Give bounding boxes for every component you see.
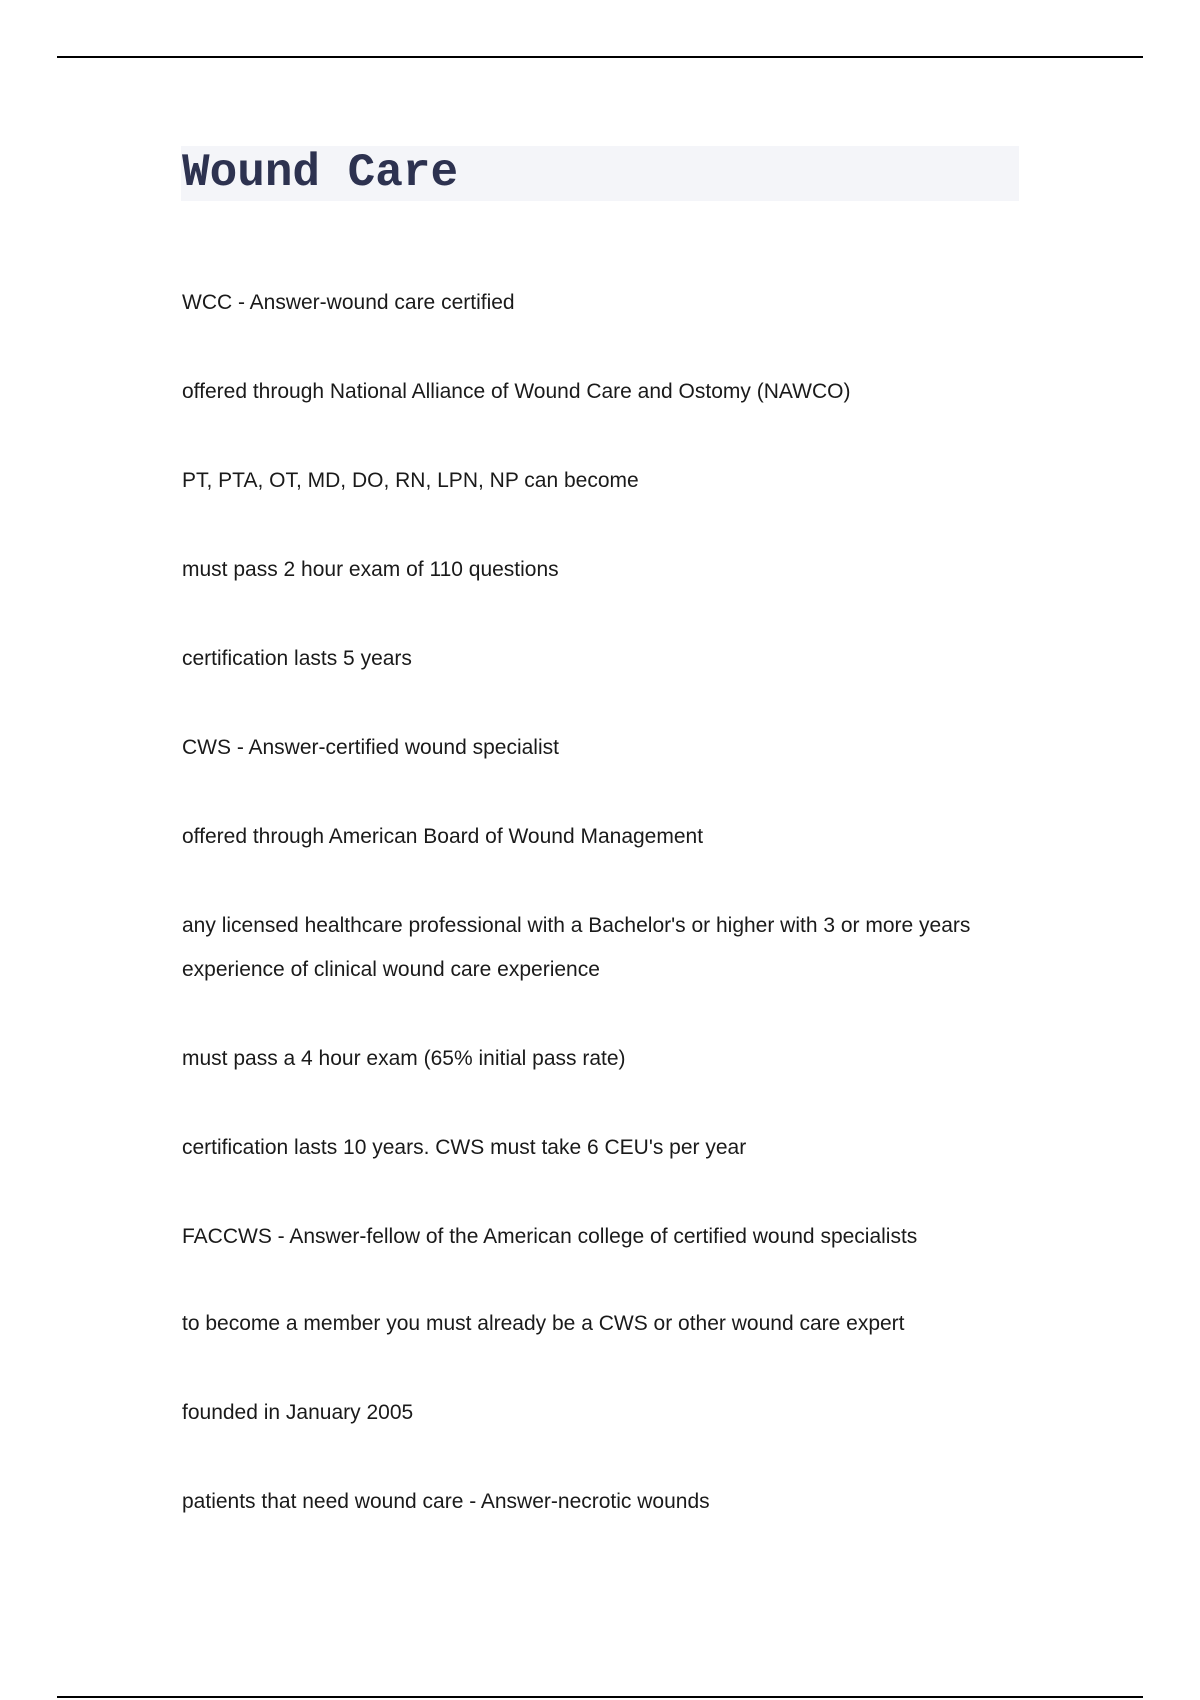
text-line: any licensed healthcare professional with a Bachelor's or higher with 3 or more years experience of clinical wound care experience xyxy=(182,914,971,981)
text-line: patients that need wound care - Answer-necrotic wounds xyxy=(182,1490,710,1513)
text-line: FACCWS - Answer-fellow of the American college of certified wound specialists xyxy=(182,1225,918,1248)
text-line: offered through National Alliance of Wound Care and Ostomy (NAWCO) xyxy=(182,380,851,403)
text-line: founded in January 2005 xyxy=(182,1401,414,1424)
text-line: WCC - Answer-wound care certified xyxy=(182,291,515,314)
text-line: certification lasts 5 years xyxy=(182,647,412,670)
title-band xyxy=(181,146,1019,201)
text-line: offered through American Board of Wound Management xyxy=(182,825,704,848)
bottom-rule xyxy=(57,1696,1143,1698)
text-line: CWS - Answer-certified wound specialist xyxy=(182,736,559,759)
text-line: to become a member you must already be a CWS or other wound care expert xyxy=(182,1312,905,1335)
top-rule xyxy=(57,56,1143,58)
text-line: PT, PTA, OT, MD, DO, RN, LPN, NP can become xyxy=(182,469,639,492)
page-title: Wound Care xyxy=(182,147,459,199)
text-line: must pass a 4 hour exam (65% initial pass rate) xyxy=(182,1047,626,1070)
text-line: must pass 2 hour exam of 110 questions xyxy=(182,558,559,581)
text-line: certification lasts 10 years. CWS must take 6 CEU's per year xyxy=(182,1136,747,1159)
